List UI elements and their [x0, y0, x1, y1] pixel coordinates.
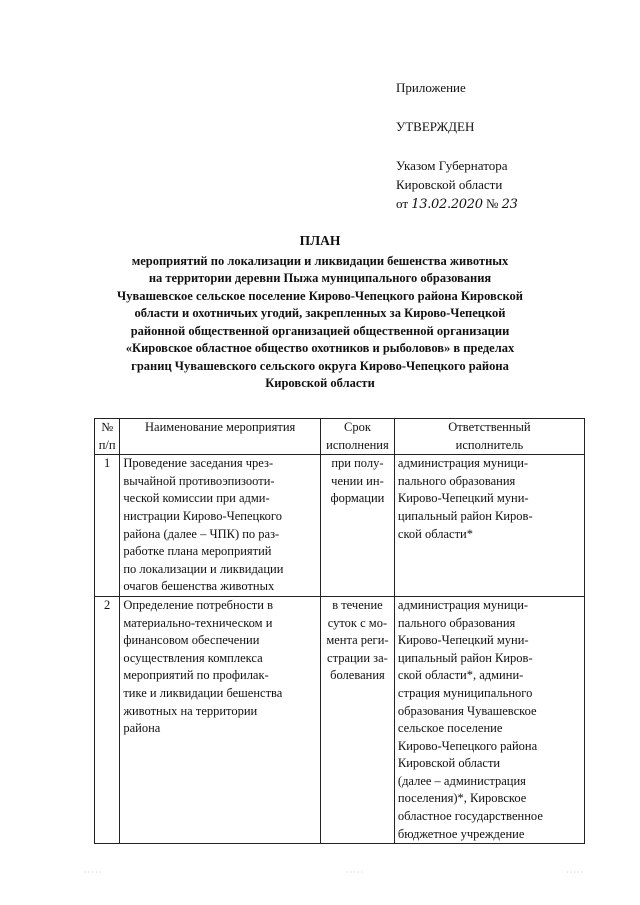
title-heading: ПЛАН [299, 233, 341, 248]
decree-date-line [396, 194, 518, 214]
title-line: районной общественной организацией общественной организации [130, 323, 510, 338]
row-responsible: администрация муници- пального образования Кирово-Чепецкий муни- ципальный район Киров- ской области* [394, 455, 584, 597]
handwritten-number: 23 [501, 197, 518, 212]
row-term: при полу- чении ин- формации [320, 455, 394, 597]
title-line: на территории деревни Пыжа муниципального образования [148, 271, 492, 285]
title-line: мероприятий по локализации и ликвидации бешенства животных [131, 253, 509, 268]
row-number: 1 [95, 455, 120, 597]
table-row [95, 596, 585, 843]
table-row [95, 455, 585, 597]
row-number: 2 [95, 596, 120, 843]
header-term: Срок исполнения [320, 419, 394, 455]
appendix-label: Приложение [396, 80, 466, 95]
scan-artifact: ····· [346, 868, 365, 877]
number-label: № [485, 196, 499, 211]
header-name: Наименование мероприятия [120, 419, 321, 455]
header-responsible: Ответственный исполнитель [394, 419, 584, 455]
approved-label: УТВЕРЖДЕН [396, 119, 475, 134]
row-name: Определение потребности в материально-техническом и финансовом обеспечении осуществления комплекса мероприятий по профилак- тике и ликвидации бешенства животных на территории района [120, 596, 321, 843]
title-line: Чувашевское сельское поселение Кирово-Чепецкого района Кировской [117, 288, 523, 303]
handwritten-date: 13.02.2020 [411, 197, 483, 212]
document-header [396, 78, 518, 214]
row-responsible: администрация муници- пального образования Кирово-Чепецкий муни- ципальный район Киров- ской области*, админи- страция муниципального образования Чувашевское сельское поселение Кирово-Чепецкого района Кировской области (далее – администрация поселения)*, Кировское областное государственное бюджетное учреждение [394, 596, 584, 843]
title-line: границ Чувашевского сельского округа Кирово-Чепецкого района [131, 358, 509, 373]
scan-artifact: ····· [84, 868, 103, 877]
decree-line-2: Кировской области [396, 177, 503, 192]
scan-artifact: ····· [566, 868, 585, 877]
decree-line-1: Указом Губернатора [396, 158, 508, 173]
document-title [40, 232, 600, 393]
row-name: Проведение заседания чрез- вычайной противоэпизооти- ческой комиссии при адми- нистрации Кирово-Чепецкого района (далее – ЧПК) по раз- работке плана мероприятий по локализации и ликвидации очагов бешенства животных [120, 455, 321, 597]
plan-table [94, 418, 585, 844]
title-line: «Кировское областное общество охотников и рыболовов» в пределах [125, 341, 515, 355]
header-number: № п/п [95, 419, 120, 455]
row-term: в течение суток с мо- мента реги- страции за- болевания [320, 596, 394, 843]
from-label: от [396, 196, 409, 211]
title-line: области и охотничьих угодий, закрепленных за Кирово-Чепецкой [134, 306, 506, 320]
table-header-row [95, 419, 585, 455]
title-line: Кировской области [265, 376, 375, 390]
